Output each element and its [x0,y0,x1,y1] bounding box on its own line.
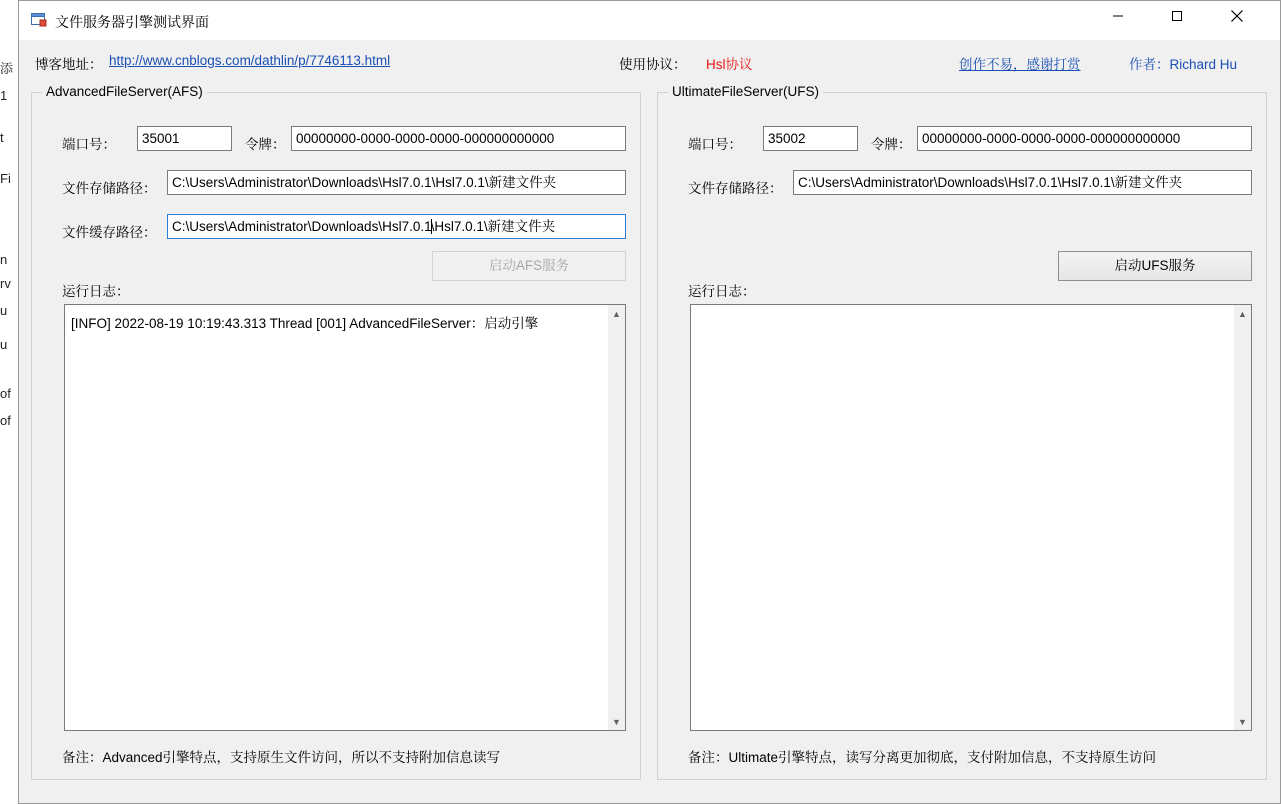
protocol-label: 使用协议： [619,57,687,72]
afs-log-scrollbar[interactable] [607,305,625,730]
bg-fragment: t [0,130,4,145]
afs-group-title: AdvancedFileServer(AFS) [42,84,207,99]
ufs-log-scrollbar[interactable] [1233,305,1251,730]
ufs-token-input[interactable]: 00000000-0000-0000-0000-000000000000 [917,126,1252,151]
afs-port-input[interactable]: 35001 [137,126,232,151]
afs-group [31,84,641,780]
afs-port-label: 端口号： [62,137,116,152]
ufs-store-path-input[interactable]: C:\Users\Administrator\Downloads\Hsl7.0.1\Hsl7.0.1\新建文件夹 [793,170,1252,195]
author-label: 作者：Richard Hu [1129,57,1238,72]
scroll-down-icon[interactable]: ▼ [612,716,621,727]
afs-cache-path-label: 文件缓存路径： [62,225,157,240]
afs-token-input[interactable]: 00000000-0000-0000-0000-000000000000 [291,126,626,151]
bg-fragment: 添 [0,61,14,76]
afs-cache-path-value-after: \Hsl7.0.1\新建文件夹 [430,219,556,234]
bg-fragment: u [0,303,8,318]
afs-log-content: [INFO] 2022-08-19 10:19:43.313 Thread [001] AdvancedFileServer：启动引擎 [71,316,539,331]
donate-link[interactable]: 创作不易，感谢打赏 [959,57,1081,72]
afs-store-path-label: 文件存储路径： [62,181,157,196]
title-bar [19,1,1280,40]
blog-address-label: 博客地址： [35,57,103,72]
afs-start-button[interactable]: 启动AFS服务 [432,251,626,281]
afs-note: 备注：Advanced引擎特点，支持原生文件访问，所以不支持附加信息读写 [62,750,501,765]
window-title: 文件服务器引擎测试界面 [55,14,209,30]
scroll-down-icon[interactable]: ▼ [1238,716,1247,727]
bg-fragment: Fi [0,171,11,186]
protocol-value: Hsl协议 [706,57,753,72]
info-bar [19,39,1280,85]
ufs-store-path-label: 文件存储路径： [688,181,783,196]
afs-cache-path-value-before: C:\Users\Administrator\Downloads\Hsl7.0.1 [172,219,432,234]
ufs-group [657,84,1267,780]
ufs-log-box[interactable] [690,304,1252,731]
ufs-note: 备注：Ultimate引擎特点，读写分离更加彻底，支付附加信息，不支持原生访问 [688,750,1157,765]
ufs-log-label: 运行日志： [688,284,756,299]
ufs-port-input[interactable]: 35002 [763,126,858,151]
afs-log-label: 运行日志： [62,284,130,299]
scroll-up-icon[interactable]: ▲ [612,308,621,319]
background-window-sliver [0,0,18,804]
scroll-up-icon[interactable]: ▲ [1238,308,1247,319]
close-button[interactable] [1214,1,1260,31]
minimize-button[interactable] [1095,1,1141,31]
app-icon [31,12,47,28]
ufs-token-label: 令牌： [871,137,912,152]
main-window [18,0,1281,804]
bg-fragment: rv [0,276,11,291]
bg-fragment: n [0,252,8,267]
ufs-group-title: UltimateFileServer(UFS) [668,84,823,99]
bg-fragment: 1 [0,88,8,103]
bg-fragment: u [0,337,8,352]
ufs-start-button[interactable]: 启动UFS服务 [1058,251,1252,281]
ufs-log-content [691,305,1233,730]
bg-fragment: of [0,413,11,428]
maximize-button[interactable] [1154,1,1200,31]
afs-log-box[interactable] [64,304,626,731]
bg-fragment: of [0,386,11,401]
afs-store-path-input[interactable]: C:\Users\Administrator\Downloads\Hsl7.0.1\Hsl7.0.1\新建文件夹 [167,170,626,195]
afs-cache-path-input[interactable] [167,214,626,239]
blog-address-link[interactable]: http://www.cnblogs.com/dathlin/p/7746113.html [109,53,391,68]
ufs-port-label: 端口号： [688,137,742,152]
afs-token-label: 令牌： [245,137,286,152]
